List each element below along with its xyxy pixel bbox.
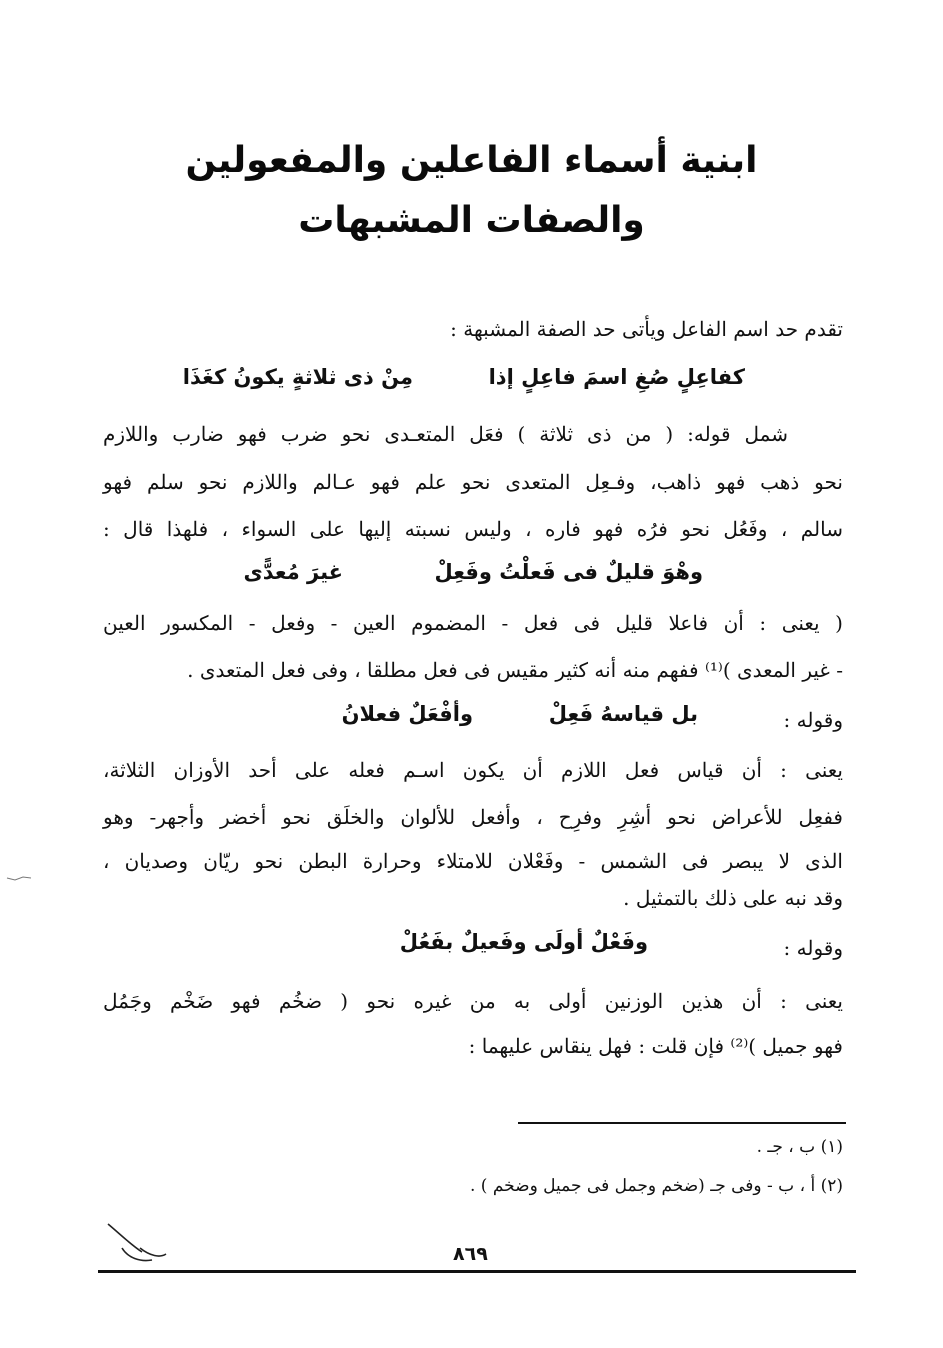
footnote-1: (١) ب ، جـ .: [756, 1137, 843, 1157]
pen-flourish-icon: [100, 1218, 170, 1268]
verse-3-label: وقوله :: [783, 708, 843, 732]
verse-4-line: وفَعْلٌ أولَى وفَعيلٌ بفَعُلْ: [399, 930, 648, 954]
verse-3-second-hemistich: وأفْعَلٌ فعلانُ: [341, 702, 473, 726]
paragraph-1-line-1: شمل قوله: ( من ذى ثلاثة ) فعَل المتعـدى نحو ضرب فهو ضارب واللازم: [103, 422, 789, 446]
chapter-title-line-1: ابنية أسماء الفاعلين والمفعولين: [185, 140, 758, 181]
scan-speck-icon: [5, 872, 35, 884]
page-number: ٨٦٩: [453, 1243, 488, 1265]
paragraph-1-line-2: نحو ذهب فهو ذاهب، وفـعِل المتعدى نحو علم فهو عـالم واللازم نحو سلم فهو: [103, 470, 843, 494]
paragraph-3-line-3: الذى لا يبصر فى الشمس - وفَعْلان للامتلاء وحرارة البطن نحو ريّان وصديان ،: [103, 849, 843, 873]
verse-2-first-hemistich: وهْوَ قليلٌ فى فَعلْتُ وفَعِلْ: [434, 560, 703, 584]
footnote-separator: [518, 1122, 846, 1124]
verse-2-second-hemistich: غيرَ مُعدًّى: [243, 560, 343, 584]
intro-line: تقدم حد اسم الفاعل ويأتى حد الصفة المشبهة :: [450, 317, 843, 341]
footnote-2: (٢) أ ، ب - وفى جـ (ضخم وجمل فى جميل وضخم ) .: [470, 1176, 843, 1196]
paragraph-2-line-2: - غير المعدى )⁽¹⁾ ففهم منه أنه كثير مقيس فى فعل مطلقا ، وفى فعل المتعدى .: [187, 658, 843, 682]
paragraph-3-line-4: وقد نبه على ذلك بالتمثيل .: [623, 886, 843, 910]
paragraph-4-line-1: يعنى : أن هذين الوزنين أولى به من غيره نحو ( ضخُم فهو ضَخْم وجَمُل: [103, 989, 843, 1013]
paragraph-3-line-1: يعنى : أن قياس فعل اللازم أن يكون اسـم فعله على أحد الأوزان الثلاثة،: [103, 758, 843, 782]
paragraph-4-line-2: فهو جميل )⁽²⁾ فإن قلت : فهل ينقاس عليهما :: [468, 1034, 843, 1058]
paragraph-3-line-2: ففعِل للأعراض نحو أشِرِ وفرِح ، وأفعل للألوان والخلَق نحو أخضر وأجهر- وهو: [103, 805, 843, 829]
verse-3-first-hemistich: بل قياسهُ فَعِلْ: [548, 702, 698, 726]
verse-4-label: وقوله :: [783, 936, 843, 960]
page-bottom-rule: [98, 1270, 856, 1273]
paragraph-1-line-3: سالم ، وفَعُل نحو فرُه فهو فاره ، وليس نسبته إليها على السواء ، فلهذا قال :: [103, 517, 843, 541]
paragraph-2-line-1: ( يعنى : أن فاعلا قليل فى فعل - المضموم العين - وفعل - المكسور العين: [103, 611, 843, 635]
verse-1-second-hemistich: مِنْ ذى ثلاثةٍ يكونُ كغَذَا: [182, 365, 413, 389]
verse-1-first-hemistich: كفاعِلٍ صُغِ اسمَ فاعِلٍ إذا: [488, 365, 745, 389]
chapter-title-line-2: والصفات المشبهات: [298, 200, 645, 241]
